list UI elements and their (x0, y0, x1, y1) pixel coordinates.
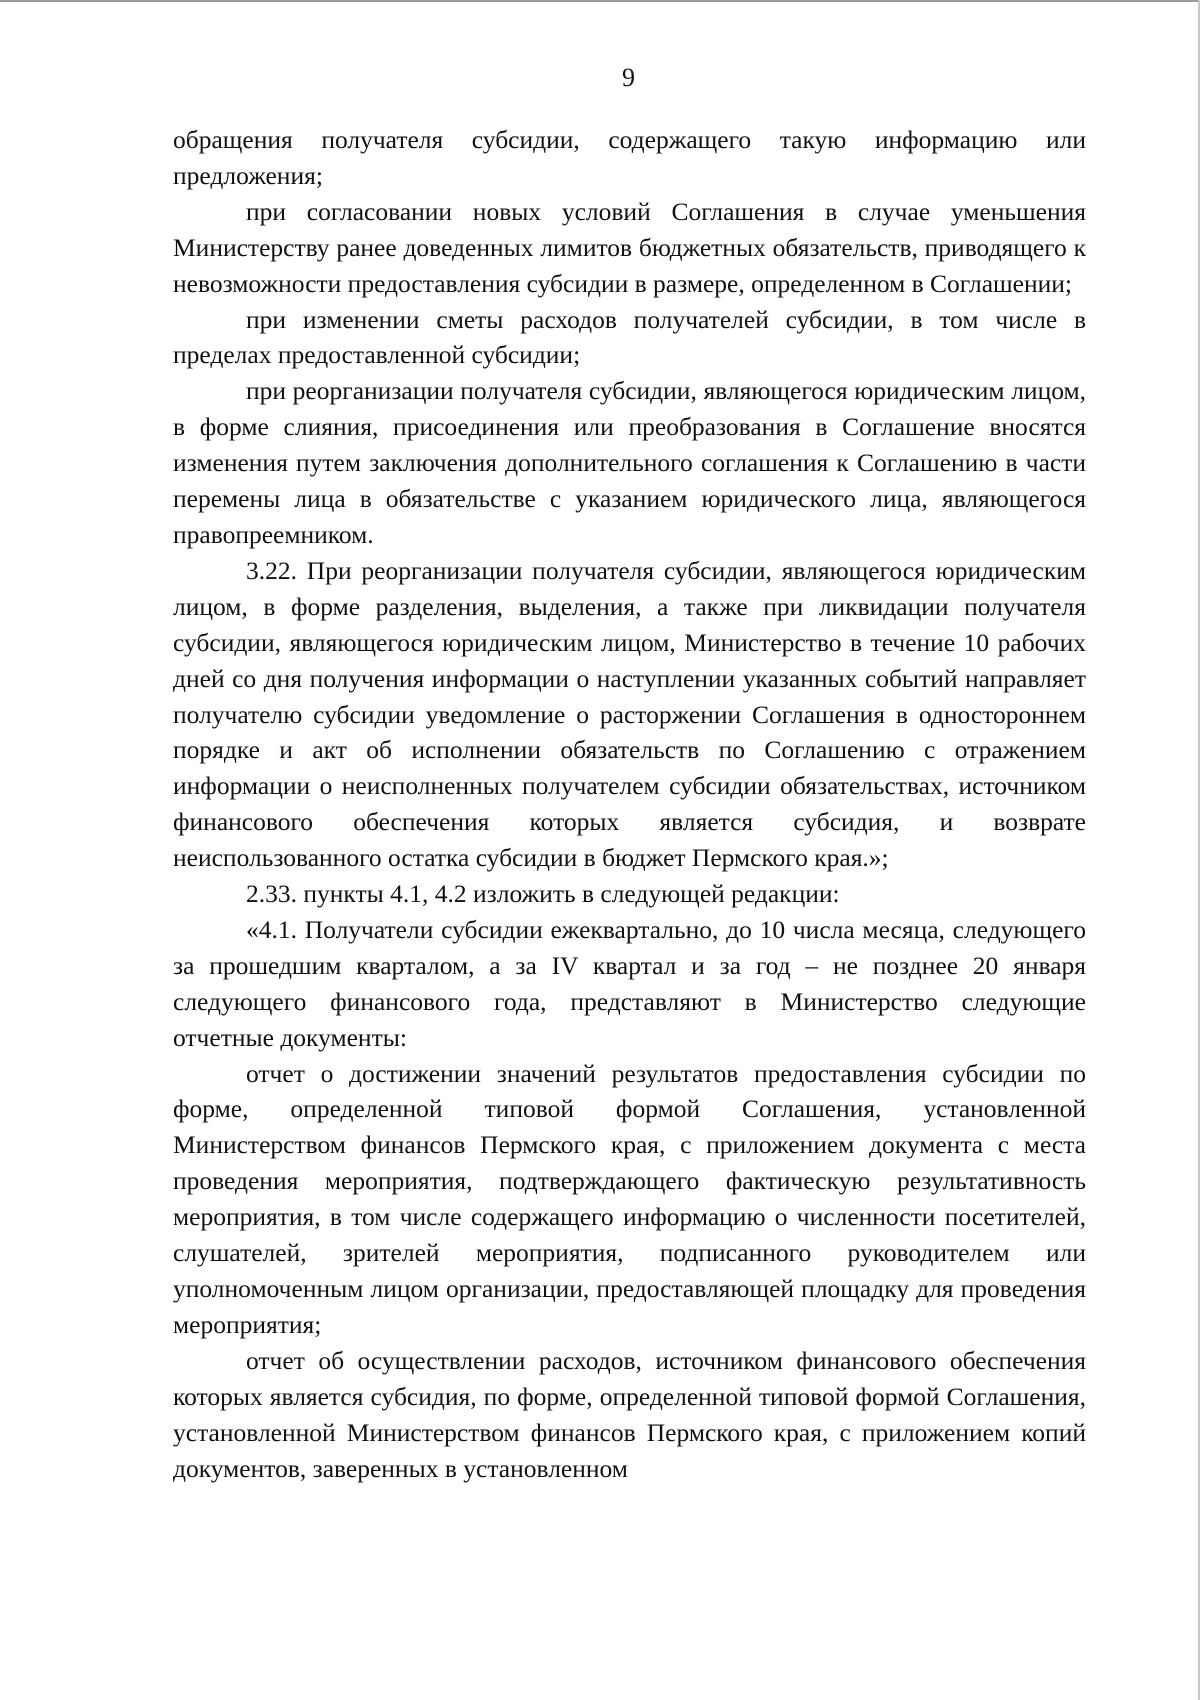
paragraph-results-report: отчет о достижении значений результатов предоставления субсидии по форме, определенной типовой формой Соглашения, установленной Министерством финансов Пермского края, с приложением документа с места проведения мероприятия, подтверждающего фактическую результативность мероприятия, в том числе содержащего информацию о численности посетителей, слушателей, зрителей мероприятия, подписанного руководителем или уполномоченным лицом организации, предоставляющей площадку для проведения мероприятия; (173, 1058, 1086, 1339)
paragraph-expenses-report: отчет об осуществлении расходов, источником финансового обеспечения которых является субсидия, по форме, определенной типовой формой Соглашения, установленной Министерством финансов Пермского края, с приложением копий документов, заверенных в установленном (173, 1345, 1086, 1483)
paragraph-clause-2-33: 2.33. пункты 4.1, 4.2 изложить в следующей редакции: (246, 879, 840, 909)
paragraph-reorganization-merger: при реорганизации получателя субсидии, являющегося юридическим лицом, в форме слияния, присоединения или преобразования в Соглашение вносятся изменения путем заключения дополнительного соглашения к Соглашению в части перемены лица в обязательстве с указанием юридического лица, являющегося правопреемником. (173, 376, 1086, 549)
paragraph-clause-4-1: «4.1. Получатели субсидии ежеквартально, до 10 числа месяца, следующего за прошедшим кварталом, а за IV квартал и за год – не позднее 20 января следующего финансового года, представляют в Министерство следующие отчетные документы: (173, 914, 1086, 1052)
scan-edge-top (0, 0, 1200, 2)
paragraph-estimate-change: при изменении сметы расходов получателей субсидии, в том числе в пределах предоставленной субсидии; (173, 304, 1086, 370)
paragraph-continuation: обращения получателя субсидии, содержащего такую информацию или предложения; (173, 125, 1086, 190)
paragraph-limits-reduction: при согласовании новых условий Соглашения в случае уменьшения Министерству ранее доведенных лимитов бюджетных обязательств, приводящего к невозможности предоставления субсидии в размере, определенном в Соглашении; (173, 196, 1086, 298)
page-number: 9 (622, 63, 635, 92)
document-body (173, 122, 1086, 1486)
paragraph-clause-3-22: 3.22. При реорганизации получателя субсидии, являющегося юридическим лицом, в форме разделения, выделения, а также при ликвидации получателя субсидии, являющегося юридическим лицом, Министерство в течение 10 рабочих дней со дня получения информации о наступлении указанных событий направляет получателю субсидии уведомление о расторжении Соглашения в одностороннем порядке и акт об исполнении обязательств по Соглашению с отражением информации о неисполненных получателем субсидии обязательствах, источником финансового обеспечения которых является субсидия, и возврате неиспользованного остатка субсидии в бюджет Пермского края.»; (173, 555, 1086, 873)
